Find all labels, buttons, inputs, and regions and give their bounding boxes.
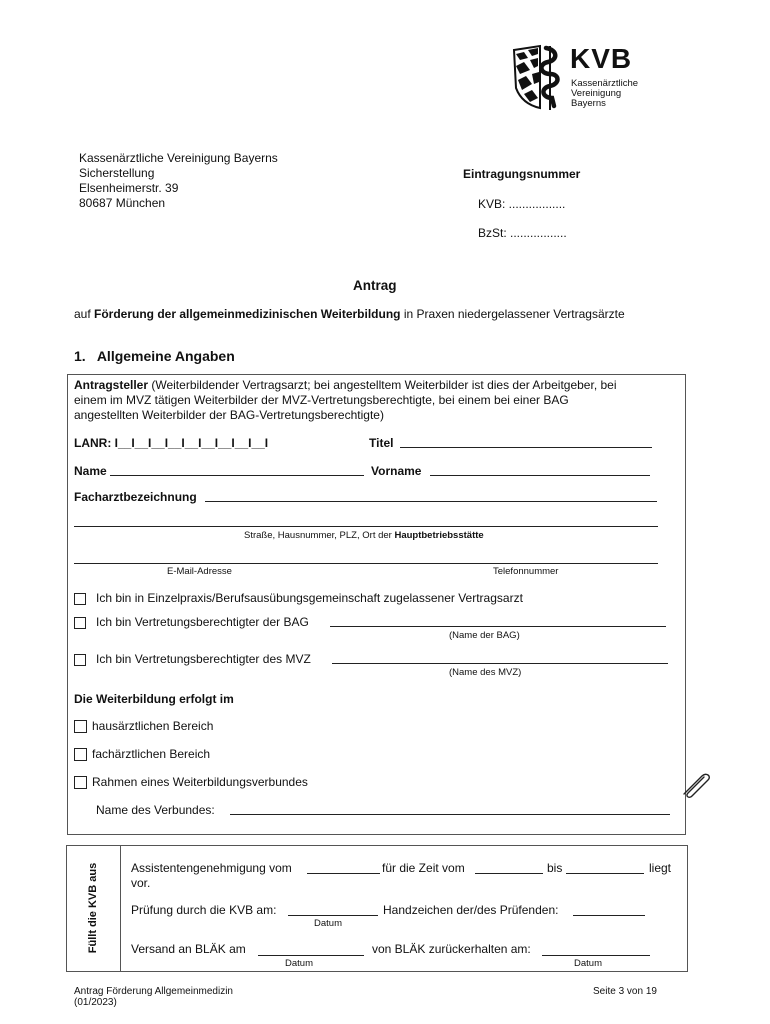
period-from-field[interactable] bbox=[475, 873, 543, 874]
street-caption bbox=[244, 530, 484, 541]
kvb-row3-a: Versand an BLÄK am bbox=[131, 942, 246, 956]
verbund-label: Rahmen eines Weiterbildungsverbundes bbox=[92, 775, 308, 789]
address-line: Elsenheimerstr. 39 bbox=[79, 181, 179, 195]
hausarzt-checkbox[interactable] bbox=[74, 720, 87, 733]
footer-page-number: Seite 3 von 19 bbox=[593, 986, 657, 997]
registration-bzst: BzSt: ................. bbox=[478, 226, 567, 240]
kvb-row1-a: Assistentengenehmigung vom bbox=[131, 861, 292, 875]
logo-line2: Vereinigung bbox=[571, 88, 622, 99]
logo-wordmark: KVB bbox=[570, 43, 633, 74]
kvb-row2-caption: Datum bbox=[314, 918, 342, 929]
section-heading: 1. Allgemeine Angaben bbox=[74, 348, 235, 364]
subtitle-pre: auf bbox=[74, 307, 95, 321]
email-caption: E-Mail-Adresse bbox=[167, 566, 232, 577]
kvb-row2-b: Handzeichen der/des Prüfenden: bbox=[383, 903, 559, 917]
logo-line1: Kassenärztliche bbox=[571, 78, 639, 89]
facharzt-label: Facharztbezeichnung bbox=[74, 490, 197, 504]
street-caption-pre: Straße, Hausnummer, PLZ, Ort der bbox=[244, 530, 395, 541]
address-line: 80687 München bbox=[79, 196, 166, 210]
mvz-label: Ich bin Vertretungsberechtigter des MVZ bbox=[96, 652, 311, 666]
applicant-desc-line1: (Weiterbildender Vertragsarzt; bei angestelltem Weiterbilder ist dies der Arbeitgeber, bei bbox=[148, 378, 617, 392]
facharzt-checkbox[interactable] bbox=[74, 748, 87, 761]
registration-kvb: KVB: ................. bbox=[478, 197, 566, 211]
subtitle-post: in Praxen niedergelassener Vertragsärzte bbox=[400, 307, 625, 321]
subtitle-bold: Förderung der allgemeinmedizinischen Weiterbildung bbox=[94, 307, 401, 321]
bag-caption: (Name der BAG) bbox=[449, 630, 520, 641]
lanr-field[interactable]: LANR: I__I__I__I__I__I__I__I__I__I bbox=[74, 436, 269, 450]
vorname-label: Vorname bbox=[371, 464, 422, 478]
address-block bbox=[79, 151, 278, 211]
mvz-caption: (Name des MVZ) bbox=[449, 667, 522, 678]
verbund-name-label: Name des Verbundes: bbox=[96, 803, 215, 817]
facharzt-bereich-label: fachärztlichen Bereich bbox=[92, 747, 211, 761]
registration-title: Eintragungsnummer bbox=[463, 167, 581, 181]
kvb-check-date-field[interactable] bbox=[288, 915, 378, 916]
kvb-row1-c: bis bbox=[547, 861, 563, 875]
footer-form-version: (01/2023) bbox=[74, 997, 117, 1008]
titel-label: Titel bbox=[369, 436, 394, 450]
street-field[interactable] bbox=[74, 526, 658, 527]
einzelpraxis-label: Ich bin in Einzelpraxis/Berufsausübungsgemeinschaft zugelassener Vertragsarzt bbox=[96, 591, 523, 605]
vorname-field[interactable] bbox=[430, 475, 650, 476]
kvb-row1-d: liegt bbox=[649, 861, 672, 875]
kvb-emblem-icon bbox=[512, 44, 564, 112]
kvb-row1-e: vor. bbox=[131, 876, 151, 890]
email-field[interactable] bbox=[74, 563, 658, 564]
applicant-desc-line3: angestellten Weiterbilder der BAG-Vertretungsberechtigte) bbox=[74, 408, 384, 422]
mvz-name-field[interactable] bbox=[332, 663, 668, 664]
footer-left bbox=[74, 986, 233, 1008]
name-label: Name bbox=[74, 464, 107, 478]
blaek-send-date-field[interactable] bbox=[258, 955, 364, 956]
applicant-description bbox=[74, 378, 674, 423]
period-to-field[interactable] bbox=[566, 873, 644, 874]
subtitle bbox=[74, 307, 625, 322]
examiner-initials-field[interactable] bbox=[573, 915, 645, 916]
verbund-checkbox[interactable] bbox=[74, 776, 87, 789]
hausarzt-label: hausärztlichen Bereich bbox=[92, 719, 214, 733]
training-heading: Die Weiterbildung erfolgt im bbox=[74, 692, 234, 706]
phone-caption: Telefonnummer bbox=[493, 566, 559, 577]
facharzt-field[interactable] bbox=[205, 501, 657, 502]
logo-line3: Bayerns bbox=[571, 98, 606, 109]
kvb-row3-caption2: Datum bbox=[574, 958, 602, 969]
page-title: Antrag bbox=[353, 278, 397, 293]
titel-field[interactable] bbox=[400, 447, 652, 448]
kvb-side-label-container bbox=[66, 845, 119, 970]
mvz-checkbox[interactable] bbox=[74, 654, 86, 666]
bag-checkbox[interactable] bbox=[74, 617, 86, 629]
name-field[interactable] bbox=[110, 475, 364, 476]
kvb-side-label: Füllt die KVB aus bbox=[86, 862, 99, 953]
kvb-row2-a: Prüfung durch die KVB am: bbox=[131, 903, 277, 917]
assistant-approval-date-field[interactable] bbox=[307, 873, 380, 874]
paperclip-icon bbox=[680, 768, 714, 802]
blaek-return-date-field[interactable] bbox=[542, 955, 650, 956]
footer-form-name: Antrag Förderung Allgemeinmedizin bbox=[74, 986, 233, 997]
kvb-row1-b: für die Zeit vom bbox=[382, 861, 465, 875]
bag-name-field[interactable] bbox=[330, 626, 666, 627]
kvb-logo bbox=[512, 44, 652, 112]
applicant-label: Antragsteller bbox=[74, 378, 149, 392]
kvb-row3-caption1: Datum bbox=[285, 958, 313, 969]
address-line: Kassenärztliche Vereinigung Bayerns bbox=[79, 151, 278, 165]
address-line: Sicherstellung bbox=[79, 166, 155, 180]
kvb-row3-b: von BLÄK zurückerhalten am: bbox=[372, 942, 531, 956]
street-caption-bold: Hauptbetriebsstätte bbox=[394, 530, 484, 541]
applicant-desc-line2: einem im MVZ tätigen Weiterbilder der MVZ-Vertretungsberechtigte, bei einem bei einer BAG bbox=[74, 393, 569, 407]
bag-label: Ich bin Vertretungsberechtigter der BAG bbox=[96, 615, 309, 629]
verbund-name-field[interactable] bbox=[230, 814, 670, 815]
einzelpraxis-checkbox[interactable] bbox=[74, 593, 86, 605]
